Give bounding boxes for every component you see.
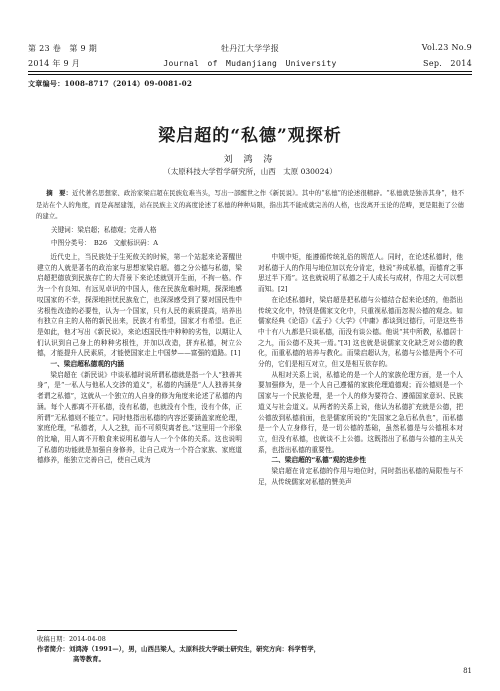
classification: 中图分类号： B26 文献标识码：A [51,239,159,247]
author-introduction-cont: 高等教育。 [73,655,105,663]
author-name: 刘 鸿 涛 [223,155,277,165]
author-affiliation: （太原科技大学哲学研究所，山西 太原 030024） [163,167,337,176]
keywords: 关键词：梁启超；私德观；完善人格 [51,226,157,234]
abstract-label: 摘 要： [46,189,73,197]
journal-date-en: Sep. 2014 [423,59,472,68]
abstract [36,188,464,223]
footnote-rule [37,630,237,631]
section-heading: 二、梁启超的“私德”观的进步性 [271,456,367,465]
journal-volume-en: Vol.23 No.9 [421,43,472,52]
page-number: 81 [463,667,472,675]
body-paragraph: 梁启超在肯定私德的作用与地位时，同时指出私德的局限性与不足，从传统儒家对私德的赞美声 [258,467,463,486]
body-paragraph: 中规中矩，能遵循传统礼俗的规范人。同时，在论述私德时，他对私德于人的作用与地位加以充分肯定，他说“养成私德，而德育之事思过半下焉”。这也就说明了私德之于人成长与成材，作用之大可以想而知。[2] [258,253,463,294]
body-column-right [258,252,463,487]
header-rule-thin [28,74,472,75]
body-column-left [37,252,242,466]
journal-volume-cn: 第 23 卷 第 9 期 [28,44,98,53]
author-introduction: 作者简介：刘鸿涛（1991—），男，山西吕梁人，太原科技大学硕士研究生，研究方向：科学哲学， [37,645,320,653]
body-paragraph: 在论述私德时，梁启超是把私德与公德结合起来论述的，他指出传统文化中，特别是儒家文化中，只重视私德而忽视公德的观念。如儒家经典《论语》《孟子》《大学》《中庸》都谈到过德行，可是这些书中十有八九都是只谈私德，而没有谈公德。他说“其中所教，私德居十之九，而公德不及其一焉。”[3] 这也就是说儒家文化缺乏对公德的教化，而重私德的培养与教化。而梁启超认为，私德与公德是两个不可分的，它们是相互对立，但又是相互依存的。 [258,295,463,369]
journal-date-cn: 2014 年 9 月 [28,59,81,68]
section-heading: 一、梁启超私德观的内涵 [50,360,124,369]
abstract-text: 近代著名思想家、政治家梁启超在民族危难当头，写出一部醒世之作《新民说》。其中的“私德”的论述很精辟。“私德就是独善其身”，他不是站在个人的角度，而是高屋建瓴，站在民族主义的高度论述了私德的种种局限，指出其不能成就完善的人格，也没离开玉论的范畴，更是阻扼了公德的建立。 [36,189,464,220]
received-date: 收稿日期：2014-04-08 [37,635,106,643]
journal-name-en: Journal of Mudanjiang University [163,59,337,68]
body-paragraph: 梁启超在《新民说》中谈私德时说所谓私德就是指一个人“独善其身”，是“一私人与他私人交涉的道义”，私德的内涵是“人人独善其身者谓之私德”，这就从一个独立的人自身的修为角度来论述了私德的内涵。每个人都离不开私德，没有私德，也就没有个性，没有个体，正所谓“无私德则不能立”。同时他指出私德的内容还要涵盖家庭伦理，家庭伦理，“私德者，人人之独，而不可须臾离者也。”这里用一个形象的比喻，用人离不开粮食来说明私德与人一个个体的关系。这也说明了私德的功能就是加强自身修养，让自己成为一个符合家族、家庭道德修养，能独立完善自己，使自己成为 [37,370,242,465]
header-rule [28,71,472,72]
body-paragraph: 从相对关系上说，私德论的是一个人的家族伦理方面，是一个人要加强修为，是一个人自己遵循的家族伦理道德观；而公德则是一个国家与一个民族伦理，是一个人的修为要符合、遵循国家意识、民族道义与社会道义。从两者的关系上说，他认为私德扩充就是公德，把公德放到私德前面，也是儒家所说的“先国家之急后私仇也”，而私德是一个人立身修行，是一切公德的基础，虽然私德是与公德根本对立，但没有私德，也就谈不上公德。这既指出了私德与公德的主从关系，也指出私德的重要性。 [258,370,463,454]
journal-name-cn: 牡丹江大学学报 [220,44,280,53]
article-number: 文章编号：1008-8717（2014）09-0081-02 [28,79,193,88]
article-title: 梁启超的“私德”观探析 [158,126,342,146]
body-paragraph: 近代史上，当民族处于生死攸关的时候，第一个站起来论著醒世建立的人就是著名的政治家与思想家梁启超。德之分公德与私德，梁启超把德放到民族存亡的大背景下来论述就别开生面，不拘一格。作为一个有良知、有远见卓识的中国人，他在民族危难时期，探深地感叹国家的不幸，探深地担忧民族危亡，也深深感受到了要对国民性中劣根性改造的必要性，认为一个国家，只有人民的素质提高，培养出有独立自主的人格的新民出来，民族才有希望，国家才有希望。也正是如此，他才写出《新民说》，来论述国民性中种种的劣性，以期让人们认识到自己身上的种种劣根性，并加以改造，拼弃私德，树立公德，才能提升人民素质，才能使国家走上中国梦——富强的道路。[1] [37,253,242,358]
